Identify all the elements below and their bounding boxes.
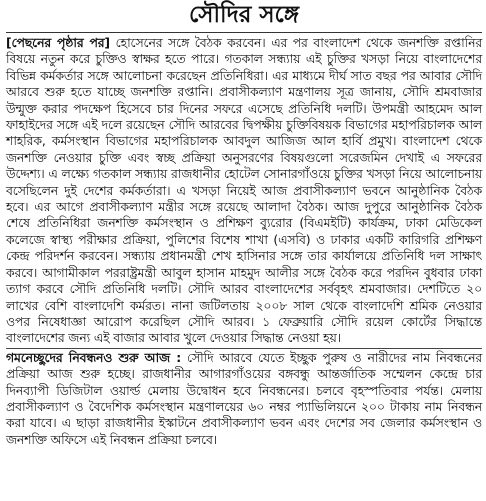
- headline-rule: [6, 32, 482, 33]
- headline: সৌদির সঙ্গে: [188, 1, 300, 28]
- registration-subhead: গমনেচ্ছুদের নিবন্ধনও শুরু আজ :: [6, 349, 182, 365]
- section-divider: [6, 348, 482, 349]
- paragraph-main: [6, 35, 482, 347]
- paragraph-registration: [6, 350, 482, 448]
- article-body: [6, 35, 482, 448]
- news-article: [6, 0, 482, 501]
- paragraph-main-text: হোসেনের সঙ্গে বৈঠক করবেন। এর পর বাংলাদেশ থেকে জনশক্তি রপ্তানির বিষয়ে নতুন করে চুক্তিও স্বাক্ষর হতে পারে। গতকাল সন্ধ্যায় এই চুক্তির খসড়া নিয়ে বাংলাদেশের বিভিন্ন কর্মকর্তার সঙ্গে আলোচনা করেছেন প্রতিনিধিরা। এর মাধ্যমে দীর্ঘ সাত বছর পর আবার সৌদি আরবে শুরু হতে যাচ্ছে জনশক্তি রপ্তানি। প্রবাসীকল্যাণ মন্ত্রণালয় সূত্র জানায়, সৌদি শ্রমবাজার উন্মুক্ত করার পদক্ষেপ হিসেবে চার দিনের সফরে এসেছে প্রতিনিধি দলটি। উপমন্ত্রী আহমেদ আল ফাহাইদের সঙ্গে এই দলে রয়েছেন সৌদি আরবের দ্বিপক্ষীয় চুক্তিবিষয়ক বিভাগের মহাপরিচালক আল শাহরিক, কর্মসংস্থান বিভাগের মহাপরিচালক আবদুল আজিজ আল হার্বি প্রমুখ। বাংলাদেশ থেকে জনশক্তি নেওয়ার চুক্তি এবং স্বচ্ছ প্রক্রিয়া অনুসরণের বিষয়গুলো সরেজমিন দেখাই এ সফরের উদ্দেশ্য। এ লক্ষ্যে গতকাল সন্ধ্যায় রাজধানীর হোটেল সোনারগাঁওয়ে চুক্তির খসড়া নিয়ে আলোচনায় বসেছিলেন দুই দেশের কর্মকর্তারা। এ খসড়া নিয়েই আজ প্রবাসীকল্যাণ ভবনে আনুষ্ঠানিক বৈঠক হবে। এর আগে প্রবাসীকল্যাণ মন্ত্রীর সঙ্গে রয়েছে আলাদা বৈঠক। আজ দুপুরে আনুষ্ঠানিক বৈঠক শেষে প্রতিনিধিরা জনশক্তি কর্মসংস্থান ও প্রশিক্ষণ ব্যুরোর (বিএমইটি) কার্যক্রম, ঢাকা মেডিকেল কলেজে স্বাস্থ্য পরীক্ষার প্রক্রিয়া, পুলিশের বিশেষ শাখা (এসবি) ও ঢাকার একটি কারিগরি প্রশিক্ষণ কেন্দ্র পরিদর্শন করবেন। সন্ধ্যায় প্রধানমন্ত্রী শেখ হাসিনার সঙ্গে তার কার্যালয়ে প্রতিনিধি দল সাক্ষাৎ করবে। আগামীকাল পররাষ্ট্রমন্ত্রী আবুল হাসান মাহমুদ আলীর সঙ্গে বৈঠক করে পরদিন বুধবার ঢাকা ত্যাগ করবে সৌদি প্রতিনিধি দলটি। সৌদি আরব বাংলাদেশের সর্ববৃহৎ শ্রমবাজার। দেশটিতে ২০ লাখের বেশি বাংলাদেশি কর্মরত। নানা জটিলতায় ২০০৮ সাল থেকে বাংলাদেশি শ্রমিক নেওয়ার ওপর নিষেধাজ্ঞা আরোপ করেছিল সৌদি আরব। ১ ফেব্রুয়ারি সৌদি রয়েল কোর্টের সিদ্ধান্তে বাংলাদেশের জন্য এই বাজার আবার খুলে দেওয়ার সিদ্ধান্ত নেওয়া হয়।: [6, 35, 482, 346]
- continued-from-kicker: [পেছনের পৃষ্ঠার পর]: [6, 35, 110, 50]
- paragraph-registration-text: সৌদি আরবে যেতে ইচ্ছুক পুরুষ ও নারীদের নাম নিবন্ধনের প্রক্রিয়া আজ শুরু হচ্ছে। রাজধানীর আগারগাঁওয়ের বঙ্গবন্ধু আন্তর্জাতিক সম্মেলন কেন্দ্রে চার দিনব্যাপী ডিজিটাল ওয়ার্ল্ড মেলায় উদ্বোধন হবে নিবন্ধনের। চলবে বৃহস্পতিবার পর্যন্ত। মেলায় প্রবাসীকল্যাণ ও বৈদেশিক কর্মসংস্থান মন্ত্রণালয়ের ৬০ নম্বর প্যাভিলিয়নে ২০০ টাকায় নাম নিবন্ধন করা যাবে। এ ছাড়া রাজধানীর ইস্কাটনে প্রবাসীকল্যাণ ভবন এবং দেশের সব জেলার কর্মসংস্থান ও জনশক্তি অফিসে এই নিবন্ধন প্রক্রিয়া চলবে।: [6, 349, 482, 447]
